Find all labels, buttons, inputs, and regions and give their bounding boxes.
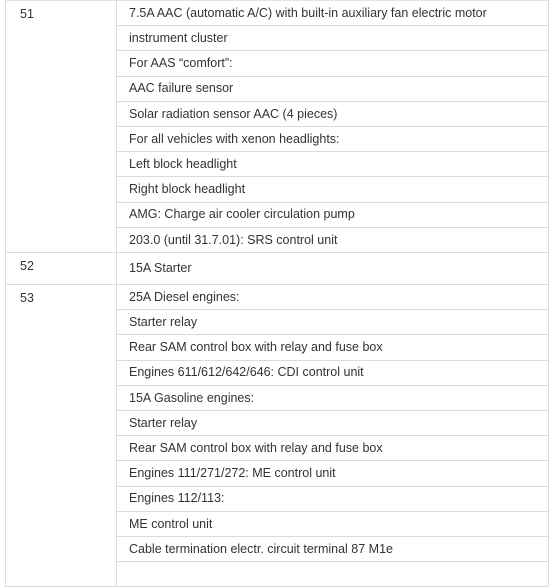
fuse-description-cell: 15A Gasoline engines: [117,385,549,410]
fuse-description-cell: Engines 112/113: [117,486,549,511]
fuse-number-cell: 51 [6,1,117,253]
fuse-description-cell: 7.5A AAC (automatic A/C) with built-in auxiliary fan electric motor [117,1,549,26]
fuse-description-cell [117,562,549,587]
fuse-description-cell: Rear SAM control box with relay and fuse box [117,436,549,461]
table-row [6,252,549,284]
fuse-description-cell: For all vehicles with xenon headlights: [117,126,549,151]
fuse-description-cell: 15A Starter [117,252,549,284]
fuse-description-cell: Solar radiation sensor AAC (4 pieces) [117,101,549,126]
table-row [6,1,549,26]
fuse-description-cell: For AAS “comfort”: [117,51,549,76]
table-row [6,285,549,310]
fuse-number-cell: 53 [6,285,117,587]
fuse-table [5,0,549,587]
fuse-number-cell: 52 [6,252,117,284]
fuse-description-cell: AAC failure sensor [117,76,549,101]
fuse-description-cell: Engines 611/612/642/646: CDI control unit [117,360,549,385]
fuse-description-cell: Rear SAM control box with relay and fuse box [117,335,549,360]
fuse-description-cell: ME control unit [117,511,549,536]
fuse-description-cell: Right block headlight [117,177,549,202]
fuse-description-cell: 203.0 (until 31.7.01): SRS control unit [117,227,549,252]
fuse-description-cell: Cable termination electr. circuit terminal 87 M1e [117,536,549,561]
fuse-table-body [6,1,549,587]
fuse-description-cell: Starter relay [117,310,549,335]
fuse-description-cell: Left block headlight [117,152,549,177]
fuse-description-cell: Starter relay [117,411,549,436]
fuse-description-cell: AMG: Charge air cooler circulation pump [117,202,549,227]
fuse-description-cell: Engines 111/271/272: ME control unit [117,461,549,486]
fuse-description-cell: 25A Diesel engines: [117,285,549,310]
fuse-description-cell: instrument cluster [117,26,549,51]
